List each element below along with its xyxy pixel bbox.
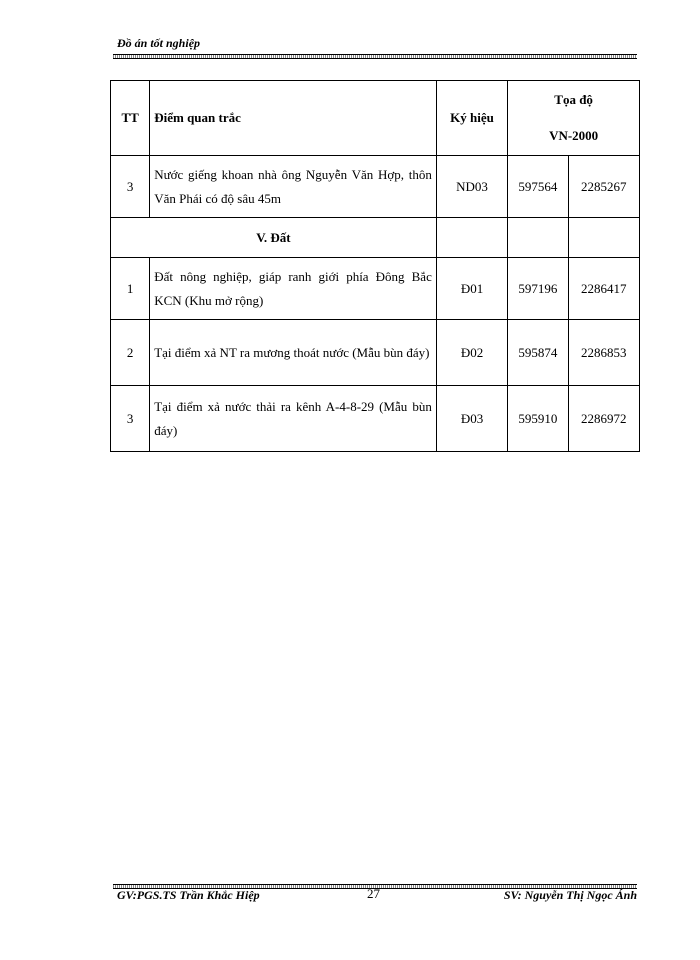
row-symbol: Đ03 (436, 386, 507, 452)
row-point-name: Nước giếng khoan nhà ông Nguyễn Văn Hợp, thôn Văn Phái có độ sâu 45m (150, 156, 437, 218)
header-monitoring-point: Điểm quan trắc (150, 81, 437, 156)
footer-advisor: GV:PGS.TS Trần Khắc Hiệp (117, 888, 260, 902)
table-row (111, 258, 640, 320)
header-tt: TT (111, 81, 150, 156)
document-header-title: Đồ án tốt nghiệp (117, 36, 201, 50)
row-point-name: Đất nông nghiệp, giáp ranh giới phía Đông Bắc KCN (Khu mở rộng) (150, 258, 437, 320)
header-coordinates-label: Tọa độ (554, 92, 593, 107)
section-empty-cell (568, 218, 639, 258)
table-row (111, 320, 640, 386)
section-empty-cell (508, 218, 568, 258)
row-coord-x: 597564 (508, 156, 568, 218)
header-coordinates (508, 81, 640, 156)
row-coord-y: 2285267 (568, 156, 639, 218)
row-tt: 2 (111, 320, 150, 386)
monitoring-points-table (110, 80, 640, 452)
row-point-name: Tại điểm xả nước thải ra kênh A-4-8-29 (Mẫu bùn đáy) (150, 386, 437, 452)
row-coord-x: 595874 (508, 320, 568, 386)
section-row (111, 218, 640, 258)
page-number: 27 (367, 886, 380, 901)
row-symbol: ND03 (436, 156, 507, 218)
footer-student: SV: Nguyễn Thị Ngọc Ánh (503, 888, 637, 902)
row-tt: 3 (111, 386, 150, 452)
row-symbol: Đ02 (436, 320, 507, 386)
row-symbol: Đ01 (436, 258, 507, 320)
header-divider (113, 54, 637, 59)
section-title: V. Đất (111, 218, 437, 258)
header-coordinates-system: VN-2000 (549, 128, 599, 143)
row-point-name: Tại điểm xả NT ra mương thoát nước (Mẫu bùn đáy) (150, 320, 437, 386)
header-symbol: Ký hiệu (436, 81, 507, 156)
section-empty-cell (436, 218, 507, 258)
row-coord-x: 597196 (508, 258, 568, 320)
row-coord-y: 2286417 (568, 258, 639, 320)
table-row (111, 156, 640, 218)
row-tt: 3 (111, 156, 150, 218)
row-tt: 1 (111, 258, 150, 320)
row-coord-y: 2286853 (568, 320, 639, 386)
table-header-row (111, 81, 640, 156)
table-row (111, 386, 640, 452)
row-coord-y: 2286972 (568, 386, 639, 452)
row-coord-x: 595910 (508, 386, 568, 452)
